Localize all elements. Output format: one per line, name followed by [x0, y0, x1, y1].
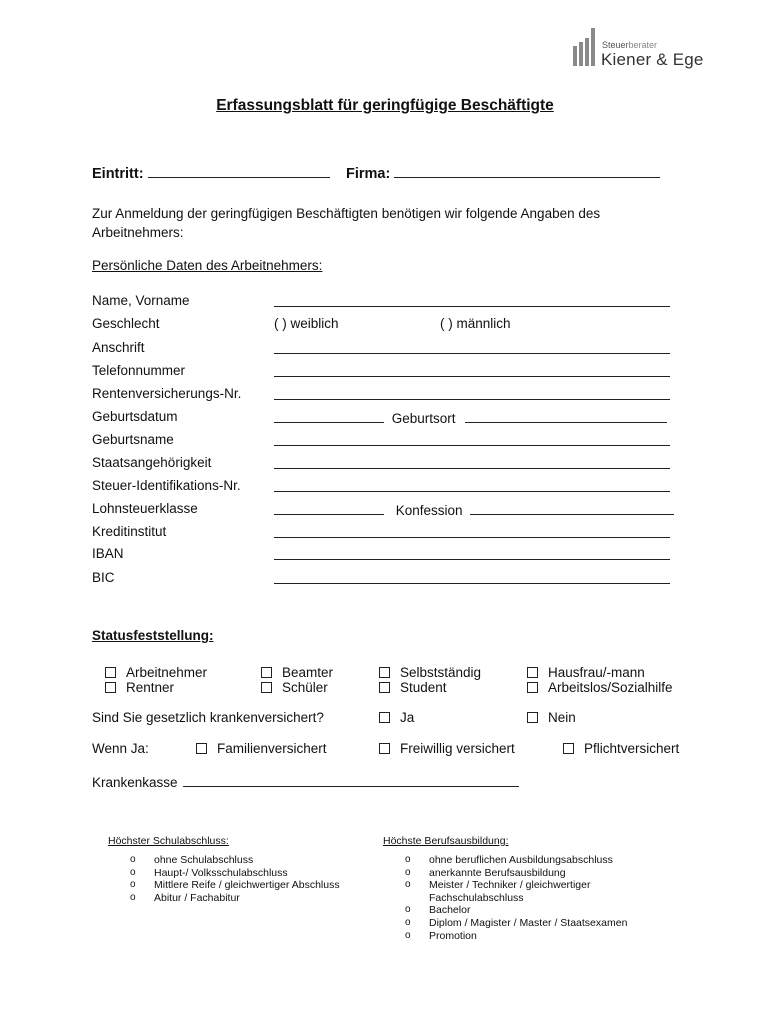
birthname-label: Geburtsname [92, 432, 174, 447]
logo-tagline: Steuerberater [602, 40, 658, 50]
checkbox-icon [563, 743, 574, 754]
list-item[interactable]: o Mittlere Reife / gleichwertiger Abschluss [130, 879, 340, 892]
religion-field[interactable] [470, 501, 674, 515]
school-list [108, 854, 378, 904]
bic-label: BIC [92, 570, 115, 585]
status-pensioner[interactable]: Rentner [105, 680, 174, 695]
pension-number-field[interactable] [274, 386, 670, 400]
checkbox-icon [261, 682, 272, 693]
checkbox-icon [105, 667, 116, 678]
vocational-heading: Höchste Berufsausbildung: [383, 835, 509, 847]
checkbox-icon [527, 682, 538, 693]
status-official[interactable]: Beamter [261, 665, 333, 680]
firma-label: Firma: [346, 166, 391, 182]
nationality-field[interactable] [274, 455, 670, 469]
bank-field[interactable] [274, 524, 670, 538]
mandatory-insured-option[interactable]: Pflichtversichert [563, 741, 679, 756]
status-self-employed[interactable]: Selbstständig [379, 665, 481, 680]
name-field[interactable] [274, 293, 670, 307]
checkbox-icon [261, 667, 272, 678]
list-item[interactable]: o Meister / Techniker / gleichwertiger Fachschulabschluss [405, 879, 591, 904]
phone-label: Telefonnummer [92, 363, 186, 378]
checkbox-icon [196, 743, 207, 754]
birthdate-field[interactable] [274, 409, 384, 423]
list-item[interactable]: o ohne Schulabschluss [130, 854, 254, 866]
eintritt-field[interactable] [148, 164, 330, 178]
personal-data-heading: Persönliche Daten des Arbeitnehmers: [92, 258, 323, 273]
health-fund-field[interactable] [183, 773, 519, 787]
checkbox-icon [105, 682, 116, 693]
tax-id-field[interactable] [274, 478, 670, 492]
tax-class-field[interactable] [274, 501, 384, 515]
logo-name: Kiener & Ege [601, 50, 704, 69]
pension-number-label: Rentenversicherungs-Nr. [92, 386, 242, 401]
checkbox-icon [527, 667, 538, 678]
eintritt-label: Eintritt: [92, 166, 144, 182]
bank-label: Kreditinstitut [92, 524, 167, 539]
school-heading: Höchster Schulabschluss: [108, 835, 229, 847]
list-item[interactable]: o Abitur / Fachabitur [130, 891, 240, 904]
insurance-question: Sind Sie gesetzlich krankenversichert? [92, 710, 324, 725]
list-item[interactable]: o Diplom / Magister / Master / Staatsexamen [405, 916, 628, 929]
birthname-field[interactable] [274, 432, 670, 446]
firma-row [346, 164, 660, 182]
checkbox-icon [379, 743, 390, 754]
checkbox-icon [379, 712, 390, 723]
tax-class-label: Lohnsteuerklasse [92, 501, 198, 516]
status-pupil[interactable]: Schüler [261, 680, 328, 695]
insurance-yes-option[interactable]: Ja [379, 710, 414, 725]
bic-field[interactable] [274, 570, 670, 584]
status-homemaker[interactable]: Hausfrau/-mann [527, 665, 645, 680]
iban-field[interactable] [274, 546, 670, 560]
intro-text: Zur Anmeldung der geringfügigen Beschäftigten benötigen wir folgende Angaben des Arbeitnehmers: [92, 206, 601, 240]
birthplace-label: Geburtsort [391, 411, 456, 426]
firma-field[interactable] [394, 164, 660, 178]
gender-male-option[interactable]: ( ) männlich [440, 316, 511, 331]
address-field[interactable] [274, 340, 670, 354]
checkbox-icon [379, 667, 390, 678]
phone-field[interactable] [274, 363, 670, 377]
company-logo [573, 28, 713, 74]
status-student[interactable]: Student [379, 680, 447, 695]
insurance-no-option[interactable]: Nein [527, 710, 576, 725]
tax-id-label: Steuer-Identifikations-Nr. [92, 478, 241, 493]
vocational-list [383, 854, 673, 942]
address-label: Anschrift [92, 340, 145, 355]
logo-bars-icon [573, 28, 603, 66]
checkbox-icon [527, 712, 538, 723]
health-fund-row [92, 773, 519, 790]
iban-label: IBAN [92, 546, 124, 561]
name-label: Name, Vorname [92, 293, 190, 308]
list-item[interactable]: o Bachelor [405, 904, 471, 917]
list-item[interactable]: o ohne beruflichen Ausbildungsabschluss [405, 854, 613, 866]
gender-female-option[interactable]: ( ) weiblich [274, 316, 339, 331]
if-yes-label: Wenn Ja: [92, 741, 149, 756]
birthdate-label: Geburtsdatum [92, 409, 178, 424]
family-insured-option[interactable]: Familienversichert [196, 741, 327, 756]
list-item[interactable]: o anerkannte Berufsausbildung [405, 866, 566, 879]
status-unemployed[interactable]: Arbeitslos/Sozialhilfe [527, 680, 673, 695]
religion-label: Konfession [395, 503, 463, 518]
list-item[interactable]: o Promotion [405, 929, 477, 942]
list-item[interactable]: o Haupt-/ Volksschulabschluss [130, 866, 288, 879]
checkbox-icon [379, 682, 390, 693]
nationality-label: Staatsangehörigkeit [92, 455, 212, 470]
status-heading: Statusfeststellung: [92, 628, 214, 643]
birthplace-field[interactable] [465, 409, 667, 423]
gender-label: Geschlecht [92, 316, 160, 331]
birthdate-row [274, 409, 667, 426]
tax-class-row [274, 501, 674, 518]
voluntary-insured-option[interactable]: Freiwillig versichert [379, 741, 515, 756]
page-title: Erfassungsblatt für geringfügige Beschäftigte [216, 97, 554, 114]
status-employee[interactable]: Arbeitnehmer [105, 665, 207, 680]
eintritt-row [92, 164, 330, 182]
health-fund-label: Krankenkasse [92, 775, 178, 790]
